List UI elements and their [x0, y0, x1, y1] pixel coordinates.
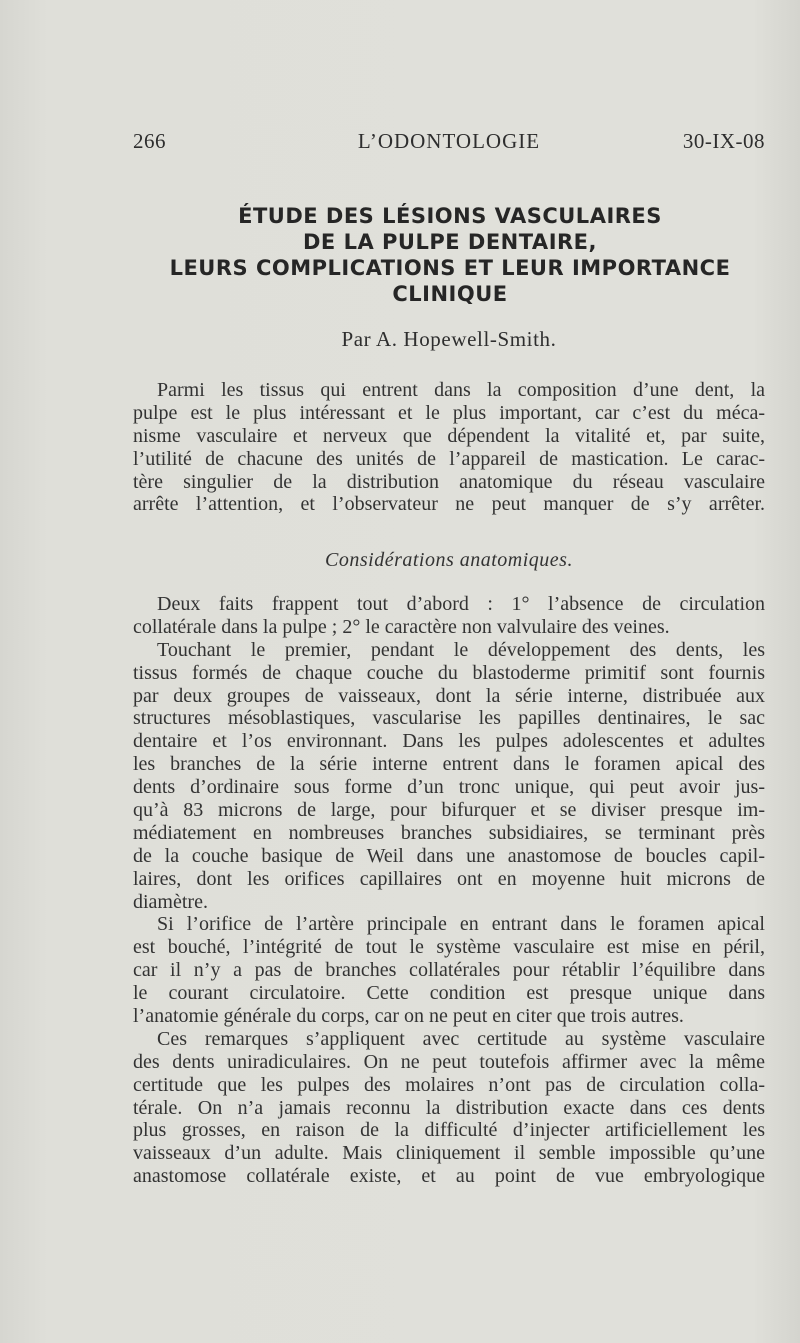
text-line: dentaire et l’os environnant. Dans les pulpes adolescentes et adultes — [133, 730, 765, 753]
text-line: arrête l’attention, et l’observateur ne peut manquer de s’y arrêter. — [133, 493, 765, 516]
title-line: DE LA PULPE DENTAIRE, — [302, 230, 597, 254]
page-number: 266 — [133, 129, 166, 153]
text-line: laires, dont les orifices capillaires ont en moyenne huit microns de — [133, 867, 765, 890]
text-line: pulpe est le plus intéressant et le plus important, car c’est du méca- — [133, 401, 765, 424]
text-line: le courant circulatoire. Cette condition est presque unique dans — [133, 982, 765, 1005]
text-line: tère singulier de la distribution anatomique du réseau vasculaire — [133, 470, 765, 493]
issue-date: 30-IX-08 — [682, 129, 765, 153]
title-line: ÉTUDE DES LÉSIONS VASCULAIRES — [238, 204, 662, 228]
text-line: Ces remarques s’appliquent avec certitude au système vasculaire — [157, 1027, 765, 1050]
intro-paragraph — [133, 379, 765, 516]
text-line: de la couche basique de Weil dans une anastomose de boucles capil- — [133, 844, 765, 867]
text-line: l’anatomie générale du corps, car on ne peut en citer que trois autres. — [133, 1005, 684, 1028]
author-byline: Par A. Hopewell-Smith. — [341, 327, 557, 351]
text-line: diamètre. — [133, 890, 208, 913]
text-line: structures mésoblastiques, vascularise les papilles dentinaires, le sac — [133, 707, 765, 730]
text-line: anastomose collatérale existe, et au point de vue embryologique — [133, 1165, 765, 1188]
text-line: des dents uniradiculaires. On ne peut toutefois affirmer avec la même — [133, 1050, 765, 1073]
text-line: est bouché, l’intégrité de tout le système vasculaire est mise en péril, — [133, 936, 765, 959]
text-line: qu’à 83 microns de large, pour bifurquer et se diviser presque im- — [133, 799, 765, 822]
text-line: Deux faits frappent tout d’abord : 1° l’absence de circulation — [157, 593, 765, 615]
text-line: nisme vasculaire et nerveux que dépendent la vitalité et, par suite, — [133, 424, 765, 447]
title-line: CLINIQUE — [392, 282, 508, 306]
text-line: tissus formés de chaque couche du blastoderme primitif sont fournis — [133, 661, 765, 684]
text-line: certitude que les pulpes des molaires n’ont pas de circulation colla- — [133, 1073, 765, 1096]
text-line: plus grosses, en raison de la difficulté d’injecter artificiellement les — [133, 1119, 765, 1142]
body-text — [133, 593, 765, 1188]
journal-title: L’ODONTOLOGIE — [357, 129, 541, 153]
text-line: les branches de la série interne entrent dans le foramen apical des — [133, 753, 765, 776]
text-line: Si l’orifice de l’artère principale en entrant dans le foramen apical — [157, 913, 765, 936]
text-line: dents d’ordinaire sous forme d’un tronc unique, qui peut avoir jus- — [133, 776, 765, 799]
title-line: LEURS COMPLICATIONS ET LEUR IMPORTANCE — [169, 256, 731, 280]
text-line: térale. On n’a jamais reconnu la distribution exacte dans ces dents — [133, 1096, 765, 1119]
text-line: médiatement en nombreuses branches subsidiaires, se terminant près — [133, 821, 765, 844]
running-header — [133, 129, 765, 159]
text-line: collatérale dans la pulpe ; 2° le caractère non valvulaire des veines. — [133, 615, 670, 638]
section-heading: Considérations anatomiques. — [325, 549, 573, 571]
text-line: l’utilité de chacune des unités de l’appareil de mastication. Le carac- — [133, 447, 765, 470]
text-line: vaisseaux d’un adulte. Mais cliniquement il semble impossible qu’une — [133, 1142, 765, 1165]
text-line: Parmi les tissus qui entrent dans la composition d’une dent, la — [157, 379, 765, 401]
article-title — [120, 203, 780, 307]
text-line: car il n’y a pas de branches collatérales pour rétablir l’équilibre dans — [133, 959, 765, 982]
text-line: par deux groupes de vaisseaux, dont la série interne, distribuée aux — [133, 684, 765, 707]
text-line: Touchant le premier, pendant le développement des dents, les — [157, 638, 765, 661]
